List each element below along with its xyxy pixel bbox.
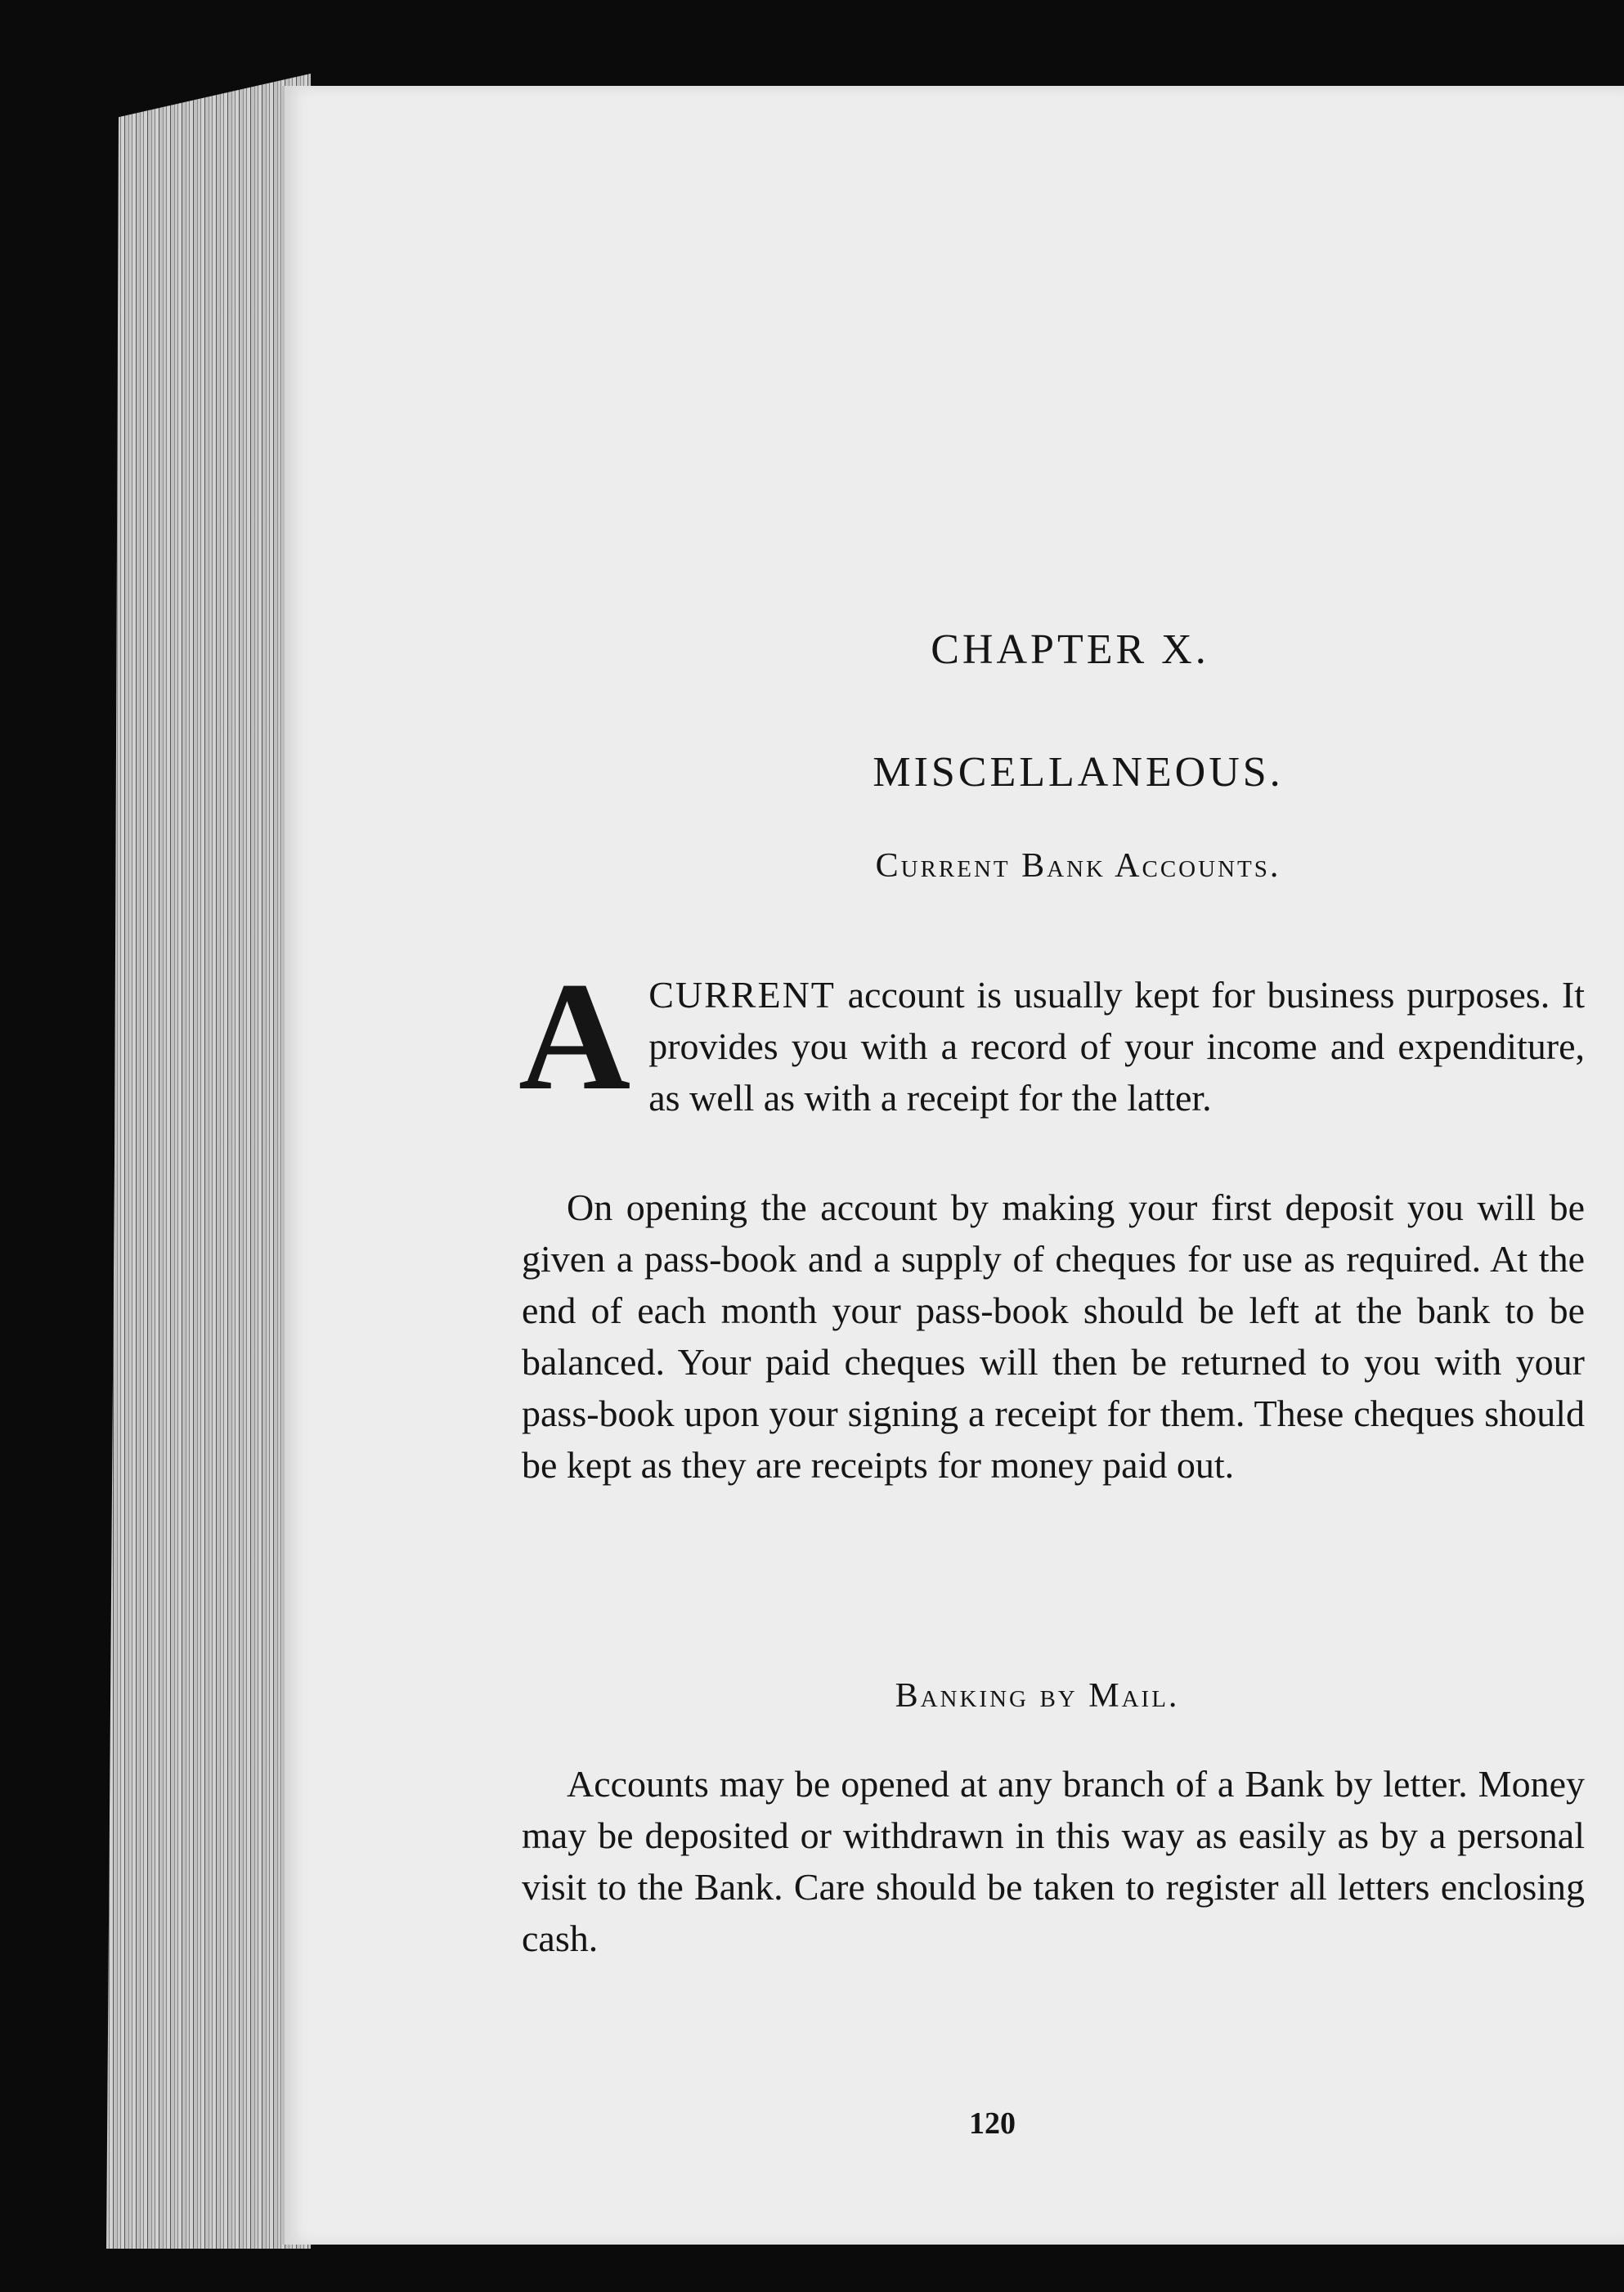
book-page-edges [106,74,311,2249]
lead-word: CURRENT [648,974,836,1016]
paragraph-opening-account: On opening the account by making your first deposit you will be given a pass-book and a supply of cheques for use as required. At the end of each month your pass-book should be left at the bank to be balanced. Your paid cheques will then be returned to you with your pass-book upon your signing a receipt for them. These cheques should be kept as they are receipts for money paid out. [522,1186,1585,1486]
book-page [282,86,1624,2245]
chapter-heading: CHAPTER X. [931,626,1209,673]
page-number: 120 [969,2106,1016,2141]
chapter-title: MISCELLANEOUS. [873,749,1284,796]
paragraph-banking-by-mail: Accounts may be opened at any branch of a Bank by letter. Money may be deposited or withdrawn in this way as easily as by a personal visit to the Bank. Care should be taken to register all letters enclosing cash. [522,1763,1585,1959]
paragraph-current-account [518,951,1585,1124]
section-heading-banking-by-mail: Banking by Mail. [895,1677,1180,1715]
paragraph-text: account is usually kept for business purposes. It provides you with a record of your income and expenditure, as well as with a receipt for the latter. [648,974,1585,1119]
section-heading-current-bank-accounts: Current Bank Accounts. [875,847,1281,885]
drop-cap: A [518,951,631,1123]
